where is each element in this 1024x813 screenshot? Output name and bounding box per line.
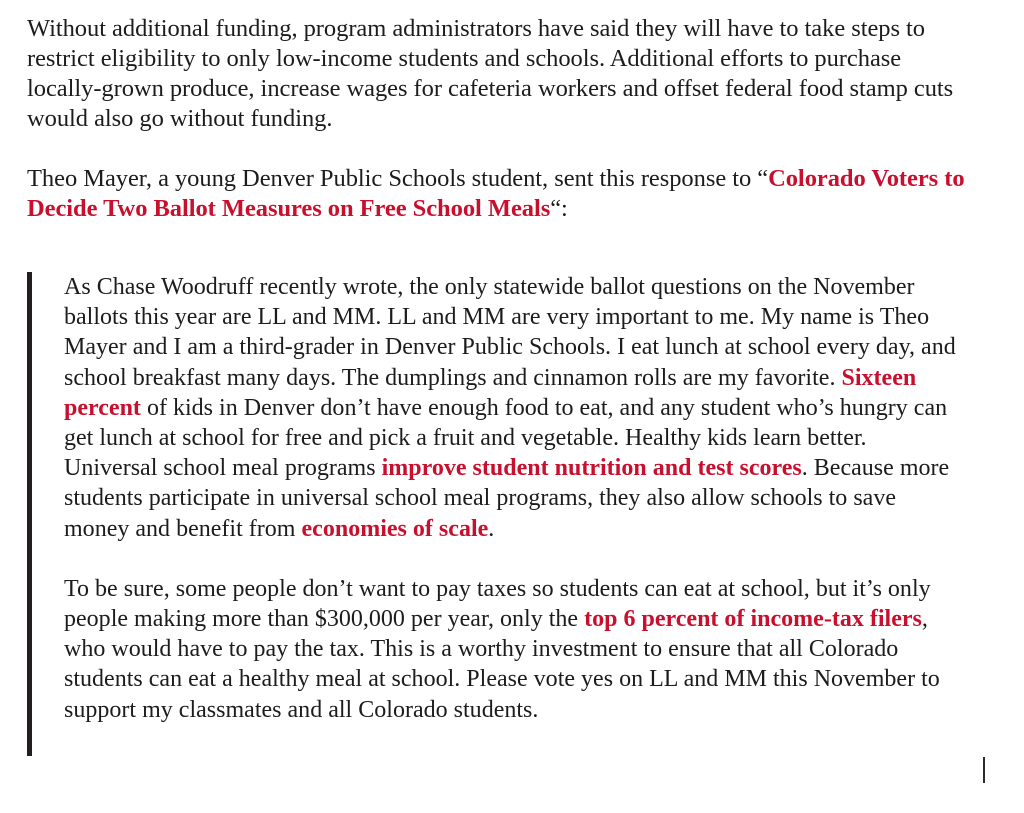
quote-link-top-6-percent-income-tax-filers[interactable]: top 6 percent of income-tax filers bbox=[584, 606, 922, 633]
response-intro-lead: Theo Mayer, a young Denver Public Schools student, sent this response to bbox=[27, 165, 758, 192]
quote-link-economies-of-scale[interactable]: economies of scale bbox=[301, 515, 489, 542]
body-paragraph-funding: Without additional funding, program administrators have said they will have to take steps to restrict eligibility to only low-income students and schools. Additional efforts to purchase locally-grown produce, increase wages for cafeteria workers and offset federal food stamp cuts would also go without funding. bbox=[27, 15, 954, 132]
quote-p1-segment-2: of kids in Denver don’t have enough food to eat, and any student who’s hungry can get lunch at school for free and pick a fruit and vegetable. Healthy kids learn better. Universal school meal programs bbox=[64, 394, 948, 482]
quote-p1-segment-4: . bbox=[488, 515, 495, 542]
body-paragraph-response-intro bbox=[27, 164, 978, 224]
quote-link-student-nutrition-test-scores[interactable]: improve student nutrition and test scores bbox=[381, 455, 802, 482]
quote-p2-segment-2: , who would have to pay the tax. This is a worthy investment to ensure that all Colorado students can eat a healthy meal at school. Please vote yes on LL and MM this November to support my classmates and all Colorado students. bbox=[64, 606, 940, 723]
blockquote-paragraph-1 bbox=[64, 272, 978, 544]
text-cursor-caret bbox=[983, 757, 985, 783]
opening-quote-mark: “ bbox=[757, 165, 769, 192]
quote-p1-segment-1: As Chase Woodruff recently wrote, the only statewide ballot questions on the November ballots this year are LL and MM. LL and MM are very important to me. My name is Theo Mayer and I am a third-grader in Denver Public Schools. I eat lunch at school every day, and school breakfast many days. The dumplings and cinnamon rolls are my favorite. bbox=[64, 274, 956, 391]
blockquote-paragraph-2 bbox=[64, 574, 978, 725]
response-intro-trailing: : bbox=[561, 195, 568, 222]
article-link-colorado-ballot-measures[interactable]: Colorado Voters to Decide Two Ballot Measures on Free School Meals bbox=[27, 165, 965, 222]
quote-p1-segment-3: . Because more students participate in universal school meal programs, they also allow schools to save money and benefit from bbox=[64, 455, 950, 542]
quote-p2-segment-1: To be sure, some people don’t want to pay taxes so students can eat at school, but it’s only people making more than $300,000 per year, only the bbox=[64, 575, 931, 633]
quote-link-sixteen-percent[interactable]: Sixteen percent bbox=[64, 364, 917, 421]
student-letter-blockquote bbox=[27, 272, 978, 756]
closing-quote-mark: “ bbox=[550, 195, 562, 222]
